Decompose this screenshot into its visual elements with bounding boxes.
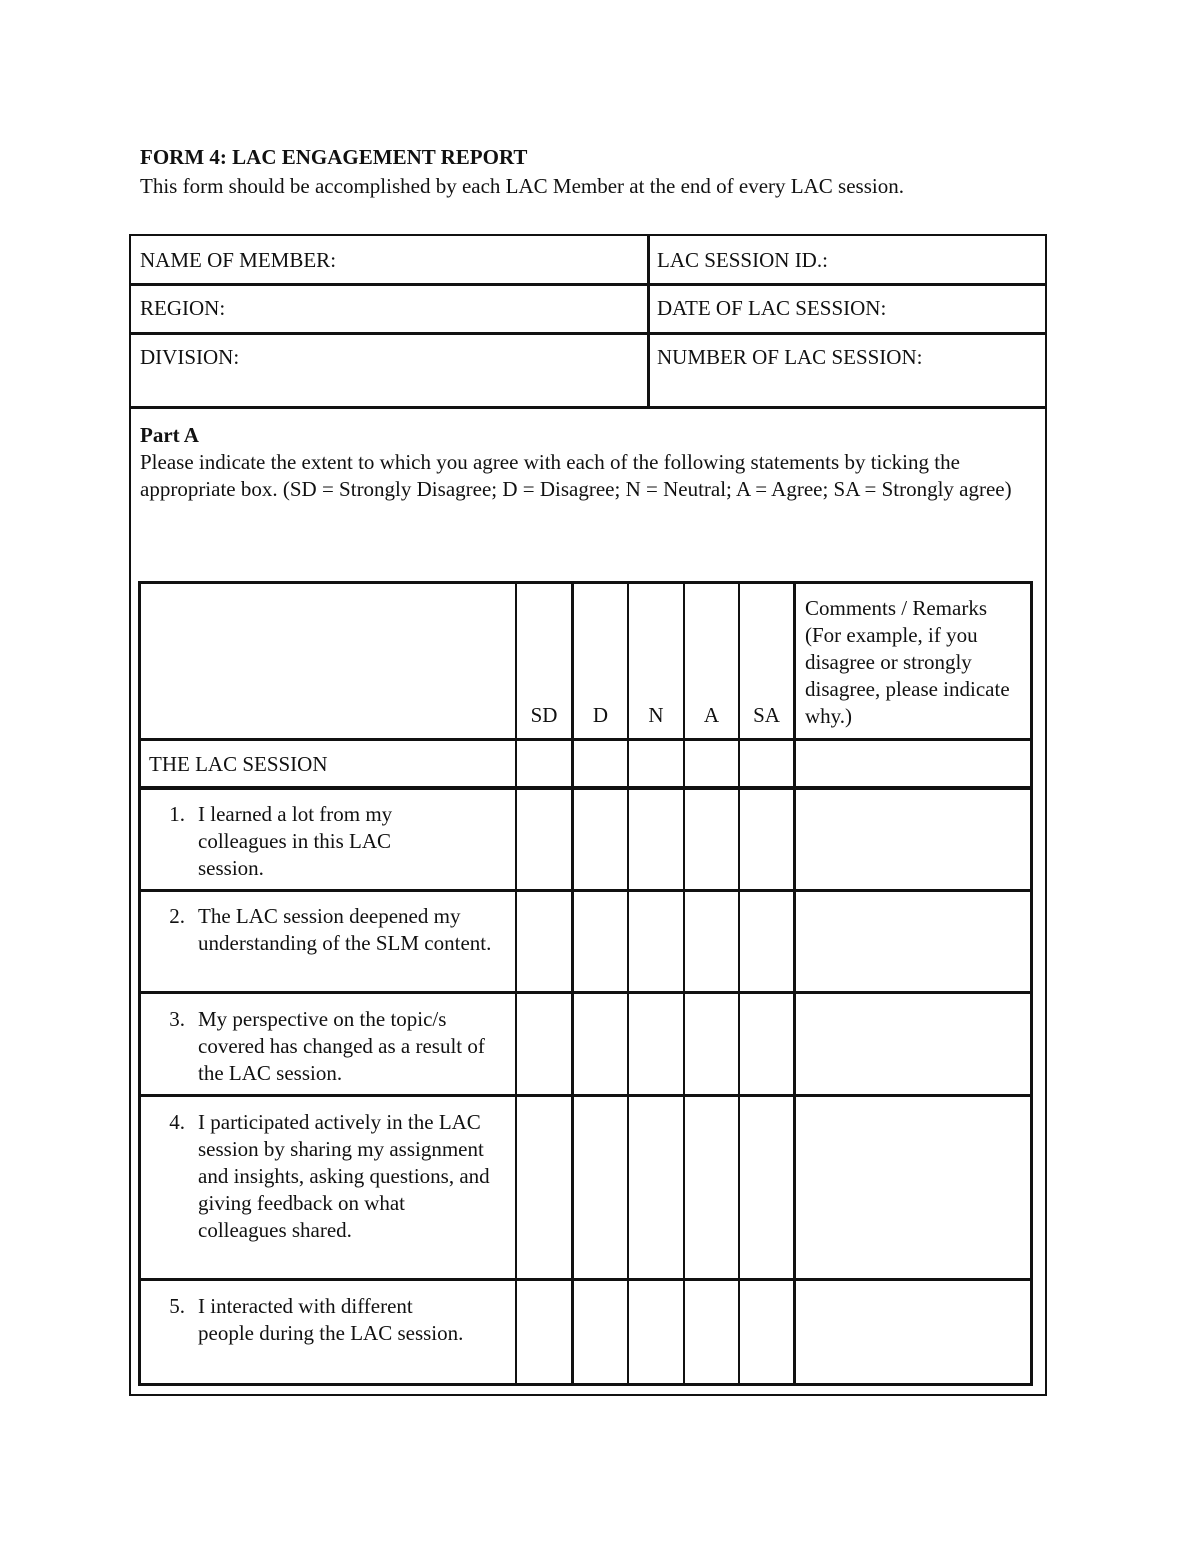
rating-cell-sa-statement-3[interactable] (740, 994, 793, 1094)
rating-table (138, 581, 1033, 1386)
col-header-n: N (648, 703, 664, 727)
rating-cell-n-statement-3[interactable] (629, 994, 683, 1094)
rating-cell-n-statement-4[interactable] (629, 1097, 683, 1278)
statement-number: 3. (169, 1007, 185, 1031)
rating-cell-n-statement-1[interactable] (629, 790, 683, 889)
statement-row (155, 1293, 510, 1377)
rating-cell-sa-statement-5[interactable] (740, 1281, 793, 1383)
form-title: FORM 4: LAC ENGAGEMENT REPORT (140, 145, 528, 169)
rating-cell-n-statement-2[interactable] (629, 892, 683, 991)
rating-cell-a-statement-1[interactable] (685, 790, 738, 889)
division-field[interactable]: DIVISION: (140, 345, 240, 369)
col-header-sd: SD (530, 703, 558, 727)
statement-row (155, 1006, 510, 1090)
rating-cell-sd-statement-2[interactable] (517, 892, 571, 991)
rating-cell-a-statement-5[interactable] (685, 1281, 738, 1383)
comment-cell-statement-1[interactable] (796, 790, 1030, 889)
rating-cell-a-statement-2[interactable] (685, 892, 738, 991)
statement-number: 1. (169, 802, 185, 826)
number-of-lac-session-field[interactable]: NUMBER OF LAC SESSION: (657, 345, 923, 369)
divider (129, 283, 1047, 286)
lac-session-id-field[interactable]: LAC SESSION ID.: (657, 248, 828, 272)
rating-cell-d-statement-4[interactable] (574, 1097, 627, 1278)
rating-cell-sa-statement-4[interactable] (740, 1097, 793, 1278)
rating-cell-sd-statement-4[interactable] (517, 1097, 571, 1278)
statement-number: 4. (169, 1110, 185, 1134)
statement-number: 5. (169, 1294, 185, 1318)
rating-cell-d-statement-5[interactable] (574, 1281, 627, 1383)
statement-text: I interacted with different people during the LAC session. (198, 1294, 464, 1345)
col-header-sa: SA (753, 703, 780, 727)
rating-cell-a-statement-4[interactable] (685, 1097, 738, 1278)
statement-row (155, 903, 510, 987)
col-header-d: D (592, 703, 609, 727)
rating-cell-d-statement-2[interactable] (574, 892, 627, 991)
rating-cell-d-statement-1[interactable] (574, 790, 627, 889)
statement-text: I participated actively in the LAC session by sharing my assignment and insights, asking questions, and giving feedback on what colleagues shared. (198, 1110, 490, 1242)
rating-cell-a-statement-3[interactable] (685, 994, 738, 1094)
rating-cell-sa-statement-2[interactable] (740, 892, 793, 991)
date-of-lac-session-field[interactable]: DATE OF LAC SESSION: (657, 296, 887, 320)
part-a-instructions: Please indicate the extent to which you agree with each of the following statements by ticking the appropriate box. (SD = Strongly Disagree; D = Disagree; N = Neutral; A = Agree; SA = Strongly agree) (140, 450, 1012, 501)
comment-cell-statement-5[interactable] (796, 1281, 1030, 1383)
divider (647, 234, 650, 408)
rating-cell-sd-statement-5[interactable] (517, 1281, 571, 1383)
section-label: THE LAC SESSION (149, 752, 328, 776)
statement-text: I learned a lot from my colleagues in this LAC session. (198, 802, 393, 880)
part-a-heading: Part A (140, 423, 199, 447)
comment-cell-statement-3[interactable] (796, 994, 1030, 1094)
rating-cell-n-statement-5[interactable] (629, 1281, 683, 1383)
statement-text: The LAC session deepened my understanding of the SLM content. (198, 904, 492, 955)
rating-cell-sd-statement-1[interactable] (517, 790, 571, 889)
divider (129, 406, 1047, 409)
rating-cell-d-statement-3[interactable] (574, 994, 627, 1094)
col-header-a: A (703, 703, 720, 727)
statement-text: My perspective on the topic/s covered has changed as a result of the LAC session. (198, 1007, 485, 1085)
comment-cell-statement-4[interactable] (796, 1097, 1030, 1278)
divider (129, 332, 1047, 335)
statement-row (155, 1109, 510, 1274)
name-of-member-field[interactable]: NAME OF MEMBER: (140, 248, 337, 272)
region-field[interactable]: REGION: (140, 296, 226, 320)
comment-cell-statement-2[interactable] (796, 892, 1030, 991)
statement-row (155, 801, 510, 885)
part-a-section (140, 422, 1035, 503)
statement-number: 2. (169, 904, 185, 928)
rating-cell-sd-statement-3[interactable] (517, 994, 571, 1094)
rating-cell-sa-statement-1[interactable] (740, 790, 793, 889)
col-header-comments: Comments / Remarks (For example, if you disagree or strongly disagree, please indicate why.) (805, 596, 1010, 728)
form-instructions: This form should be accomplished by each LAC Member at the end of every LAC session. (140, 174, 904, 198)
